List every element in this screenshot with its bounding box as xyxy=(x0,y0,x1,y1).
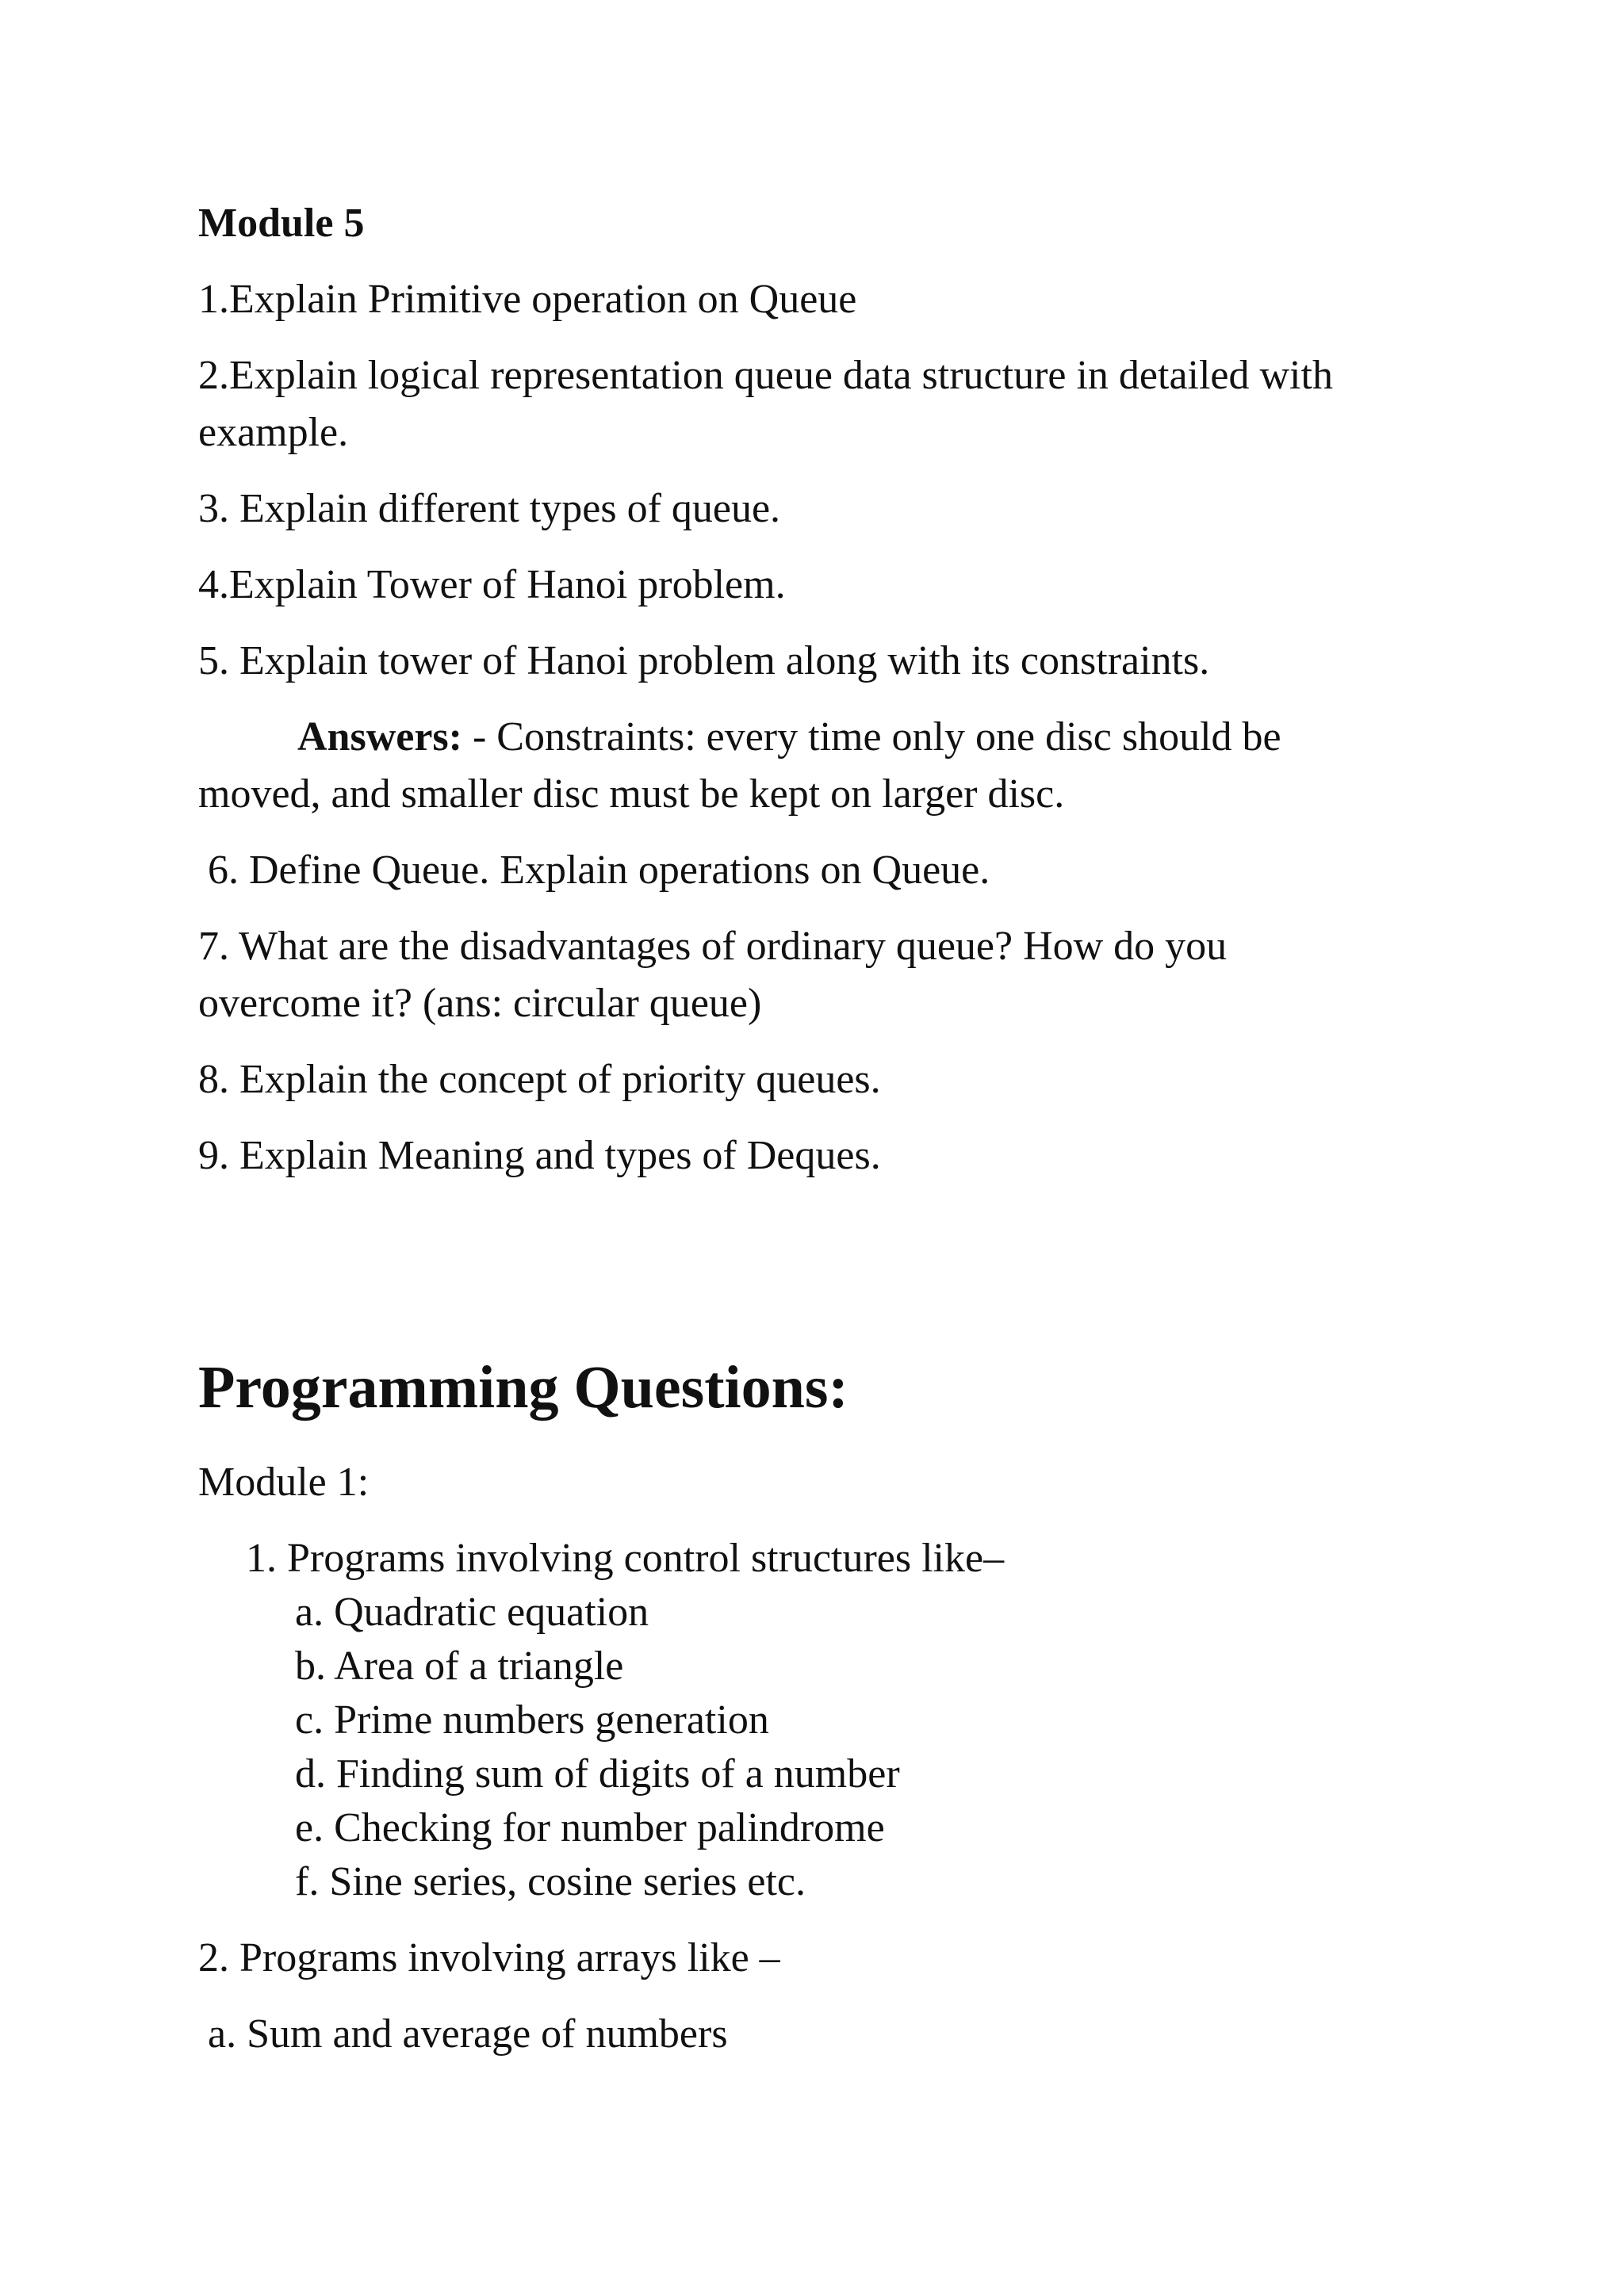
answer-label: Answers: xyxy=(297,714,462,760)
list-item: a. Sum and average of numbers xyxy=(208,2011,728,2057)
question-9: 9. Explain Meaning and types of Deques. xyxy=(198,1133,881,1178)
question-2-line-1: 2.Explain logical representation queue data structure in detailed with xyxy=(198,353,1333,398)
question-2-line-2: example. xyxy=(198,410,349,455)
question-7-line-1: 7. What are the disadvantages of ordinary queue? How do you xyxy=(198,924,1228,969)
list-item: d. Finding sum of digits of a number xyxy=(295,1751,900,1797)
list-item: e. Checking for number palindrome xyxy=(295,1805,885,1850)
module5-heading: Module 5 xyxy=(198,201,365,246)
list-item: a. Quadratic equation xyxy=(295,1590,649,1635)
question-7-line-2: overcome it? (ans: circular queue) xyxy=(198,981,762,1026)
question-5: 5. Explain tower of Hanoi problem along with its constraints. xyxy=(198,638,1210,683)
question-1: 1.Explain Primitive operation on Queue xyxy=(198,277,857,322)
module1-label: Module 1: xyxy=(198,1460,370,1505)
question-8: 8. Explain the concept of priority queues. xyxy=(198,1057,881,1102)
question-6: 6. Define Queue. Explain operations on Queue. xyxy=(208,848,990,893)
question-3: 3. Explain different types of queue. xyxy=(198,486,781,531)
answer-text: - Constraints: every time only one disc should be xyxy=(462,714,1281,760)
list-item: c. Prime numbers generation xyxy=(295,1697,769,1743)
list-item: f. Sine series, cosine series etc. xyxy=(295,1859,806,1904)
list-item: b. Area of a triangle xyxy=(295,1644,624,1689)
program-item-1: 1. Programs involving control structures like– xyxy=(246,1536,1005,1581)
program-item-2: 2. Programs involving arrays like – xyxy=(198,1935,780,1980)
programming-heading: Programming Questions: xyxy=(198,1354,848,1421)
answer-line-1 xyxy=(297,709,1281,766)
answer-line-2: moved, and smaller disc must be kept on larger disc. xyxy=(198,771,1065,817)
question-4: 4.Explain Tower of Hanoi problem. xyxy=(198,562,786,607)
